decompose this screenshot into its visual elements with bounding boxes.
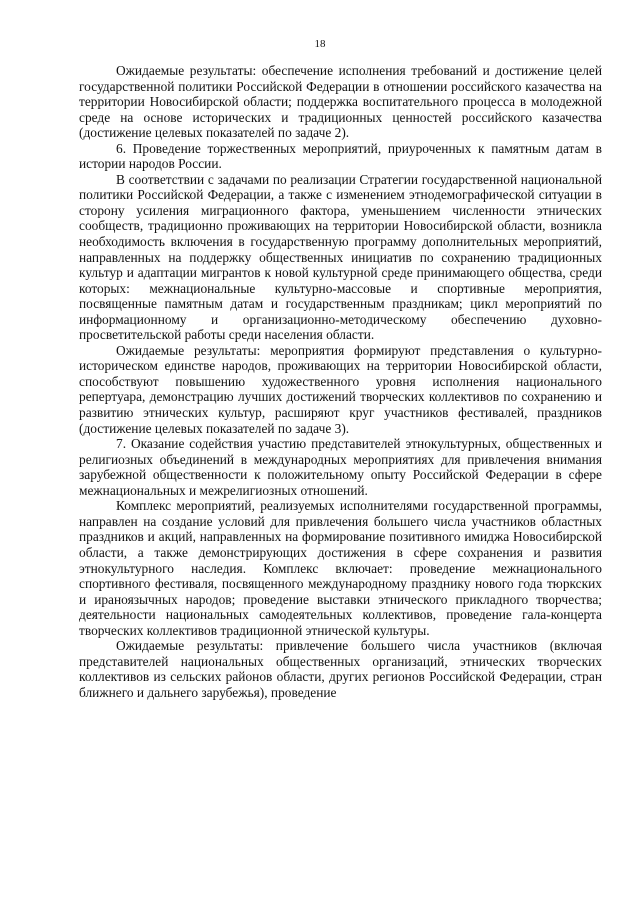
paragraph-expected-results-task-3: Ожидаемые результаты: мероприятия формируют представления о культурно-историческом единстве народов, проживающих на территории Новосибирской области, способствуют повышению художественного уровня исполнения национального репертуара, демонстрацию лучших достижений творческих коллективов по сохранению и развитию этнических культур, расширяют круг участников фестивалей, праздников (достижение целевых показателей по задаче 3).	[79, 342, 602, 436]
document-body	[79, 63, 602, 700]
paragraph-strategy-implementation: В соответствии с задачами по реализации Стратегии государственной национальной политики Российской Федерации, а также с изменением этнодемографической ситуации в сторону усиления миграционного фактора, уменьшением численности этнических сообществ, традиционно проживающих на территории Новосибирской области, возникла необходимость включения в государственную программу дополнительных мероприятий, направленных на поддержку общественных инициатив по сохранению традиционных культур и адаптации мигрантов к новой культурной среде принимающего общества, среди которых: межнациональные культурно-массовые и спортивные мероприятия, посвященные памятным датам и государственным праздникам; цикл мероприятий по информационному и организационно-методическому обеспечению духовно-просветительской работы среди населения области.	[79, 171, 602, 343]
paragraph-expected-results-participants: Ожидаемые результаты: привлечение большего числа участников (включая представителей национальных общественных организаций, этнических творческих коллективов из сельских районов области, других регионов Российской Федерации, стран ближнего и дальнего зарубежья), проведение	[79, 638, 602, 700]
paragraph-section-7-heading: 7. Оказание содействия участию представителей этнокультурных, общественных и религиозных объединений в международных мероприятиях для привлечения внимания зарубежной общественности к положительному опыту Российской Федерации в сфере межнациональных и межрелигиозных отношений.	[79, 436, 602, 498]
paragraph-expected-results-task-2: Ожидаемые результаты: обеспечение исполнения требований и достижение целей государственной политики Российской Федерации в отношении российского казачества на территории Новосибирской области; поддержка воспитательного процесса в молодежной среде на основе исторических и традиционных ценностей российского казачества (достижение целевых показателей по задаче 2).	[79, 63, 602, 141]
page-number: 18	[314, 38, 326, 50]
paragraph-program-measures: Комплекс мероприятий, реализуемых исполнителями государственной программы, направлен на создание условий для привлечения большего числа участников областных праздников и акций, направленных на формирование позитивного имиджа Новосибирской области, а также демонстрирующих достижения в сфере сохранения и развития этнокультурного наследия. Комплекс включает: проведение межнационального спортивного фестиваля, посвященного международному празднику нового года тюркских и ираноязычных народов; проведение выставки этнического прикладного творчества; деятельности национальных самодеятельных коллективов, проведение гала-концерта творческих коллективов традиционной этнической культуры.	[79, 498, 602, 638]
paragraph-section-6-heading: 6. Проведение торжественных мероприятий, приуроченных к памятным датам в истории народов России.	[79, 140, 602, 172]
